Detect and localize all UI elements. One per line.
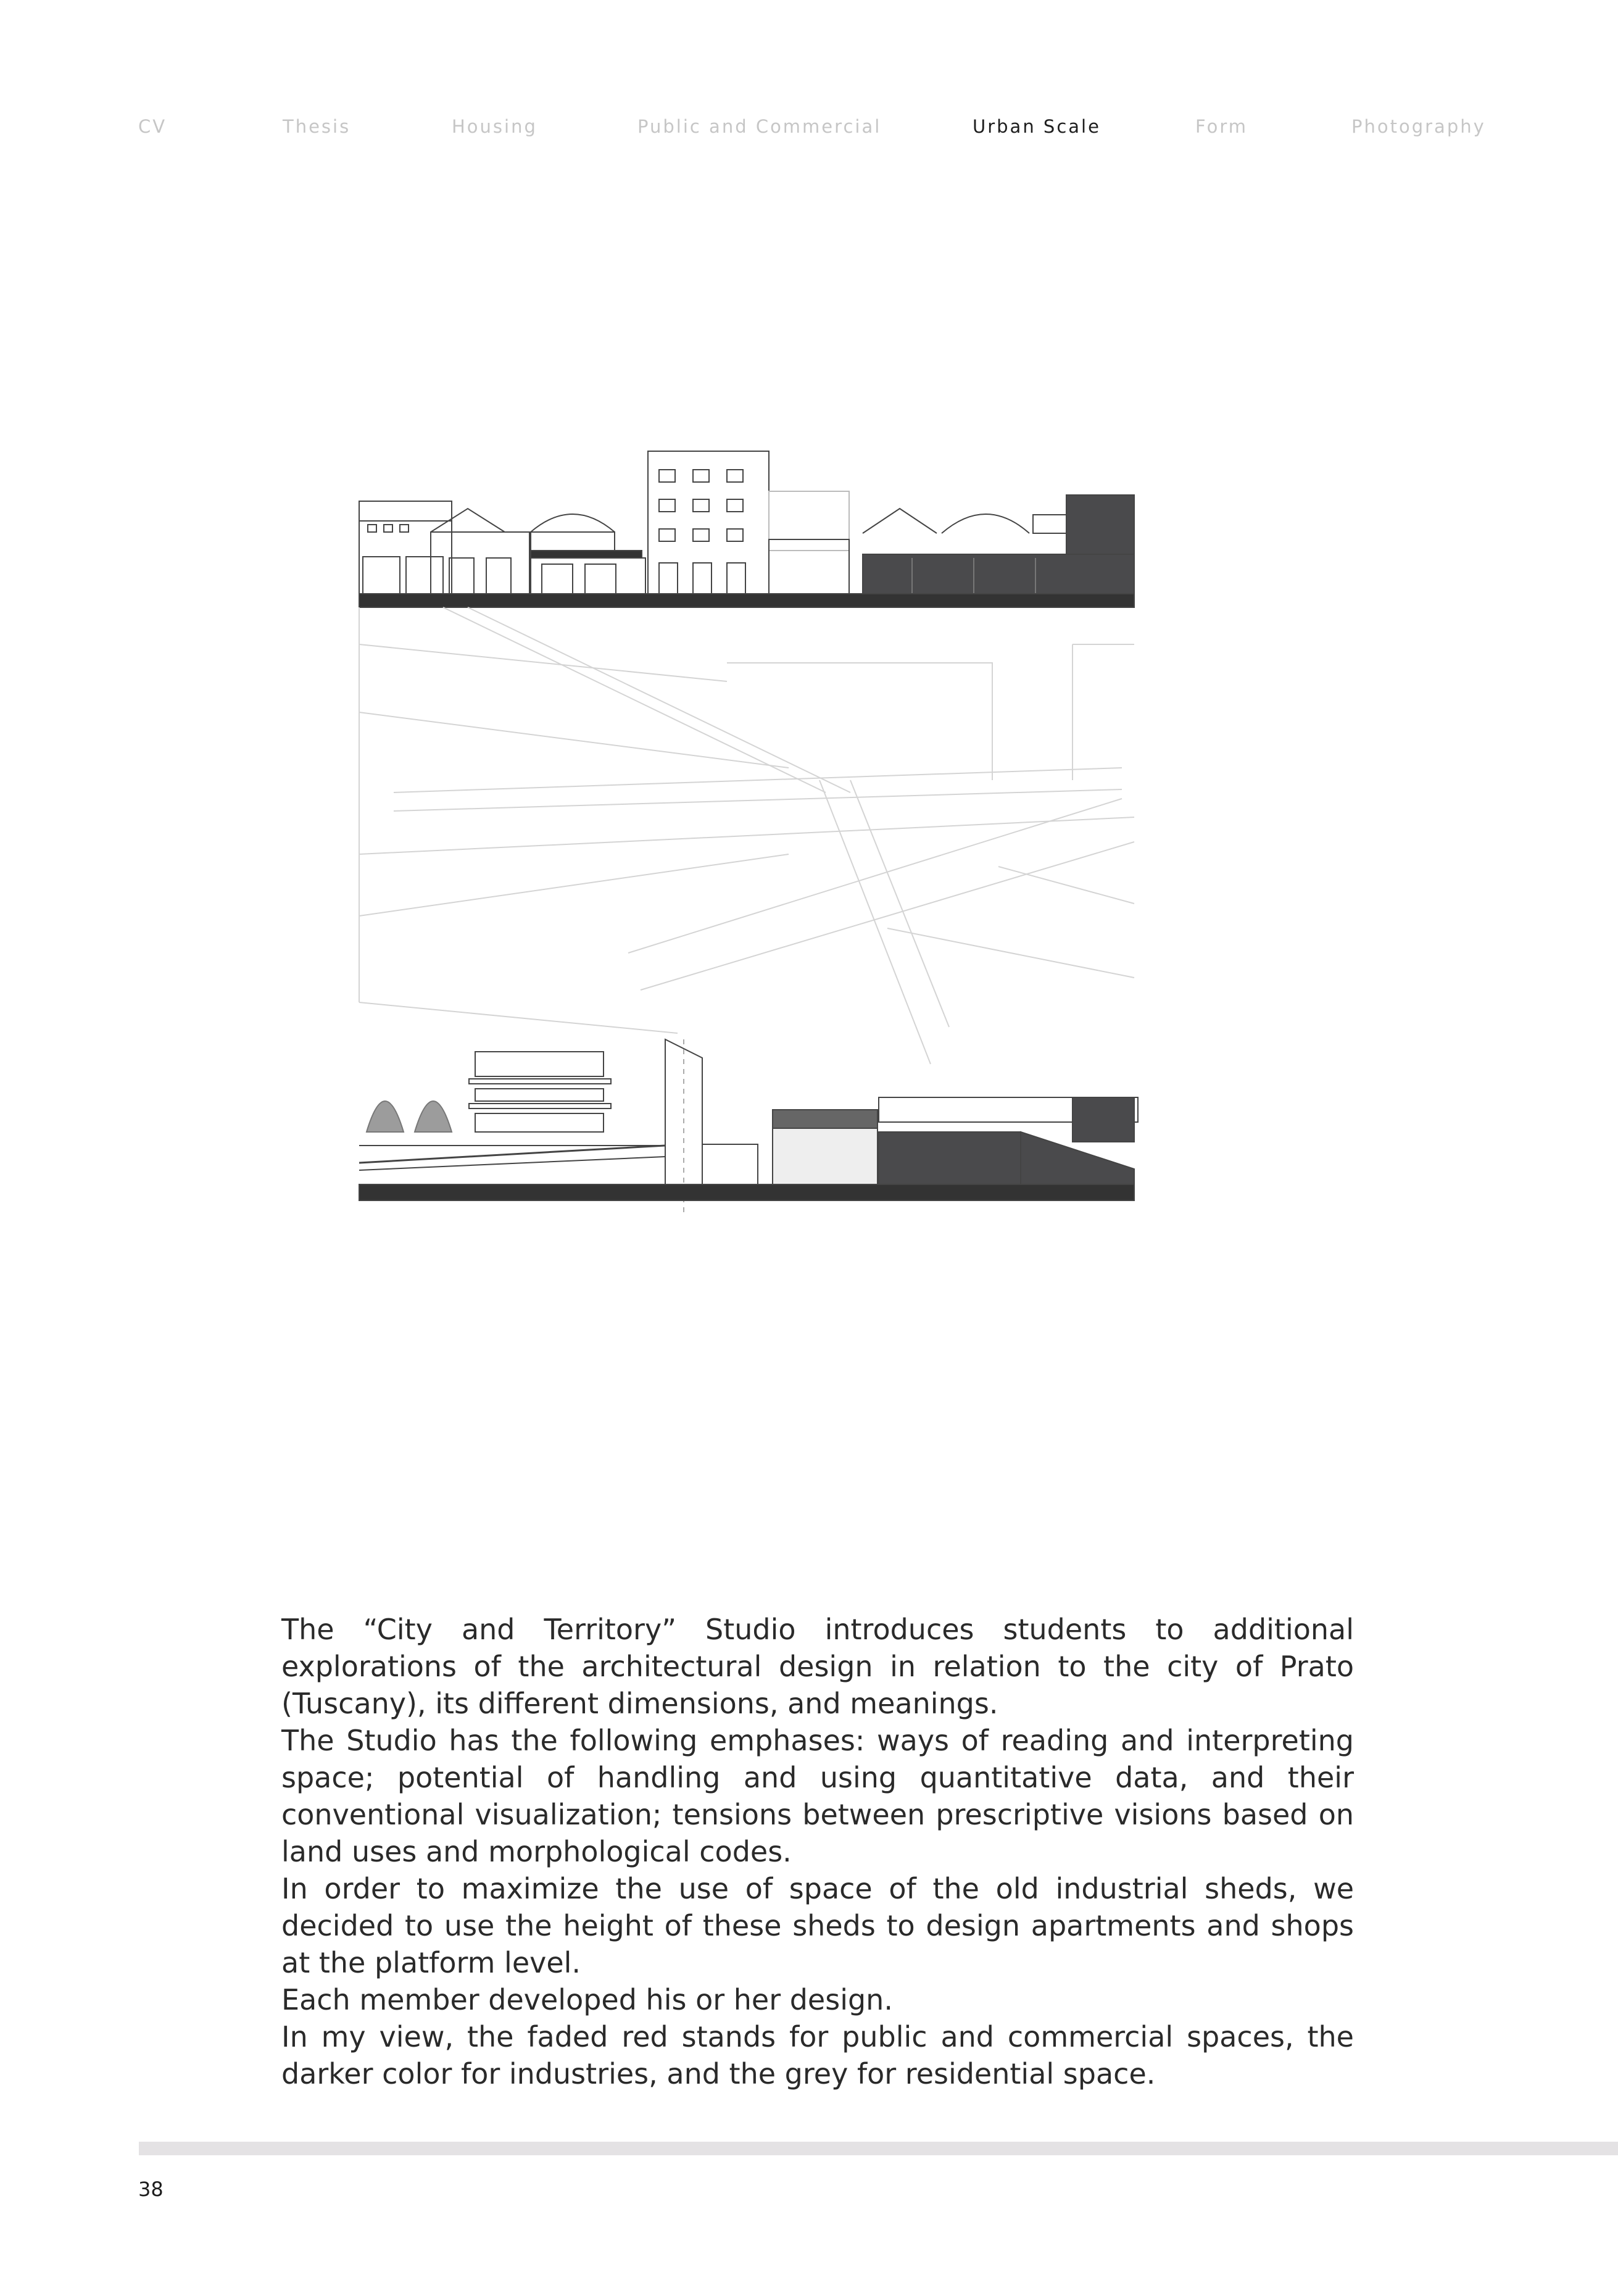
paragraph: In my view, the faded red stands for public and commercial spaces, the darker color for industries, and the grey for residential space. [281,2020,1354,2090]
nav-item-thesis[interactable]: Thesis [283,116,351,137]
architectural-drawing [357,447,1233,1212]
upper-section [359,451,1134,607]
page-number: 38 [138,2177,164,2201]
paragraph: The “City and Territory” Studio introduces students to additional explorations of the architectural design in relation to the city of Prato (Tuscany), its different dimensions, and meanings. [281,1613,1354,1720]
nav-item-urban-scale[interactable]: Urban Scale [973,116,1101,137]
axonometric-view [359,607,1134,1064]
top-nav [0,116,1618,143]
paragraph: The Studio has the following emphases: ways of reading and interpreting space; potential of handling and using quantitative data, and their conventional visualization; tensions between prescriptive visions based on land uses and morphological codes. [281,1724,1354,1868]
nav-item-housing[interactable]: Housing [452,116,537,137]
paragraph: In order to maximize the use of space of the old industrial sheds, we decided to use the height of these sheds to design apartments and shops at the platform level. [281,1872,1354,1979]
lower-section [359,1039,1138,1212]
body-text [281,1611,1354,2092]
paragraph: Each member developed his or her design. [281,1983,893,2016]
nav-item-photography[interactable]: Photography [1351,116,1486,137]
nav-item-cv[interactable]: CV [138,116,167,137]
footer-divider [139,2142,1618,2155]
nav-item-form[interactable]: Form [1195,116,1248,137]
nav-item-public-and-commercial[interactable]: Public and Commercial [637,116,882,137]
